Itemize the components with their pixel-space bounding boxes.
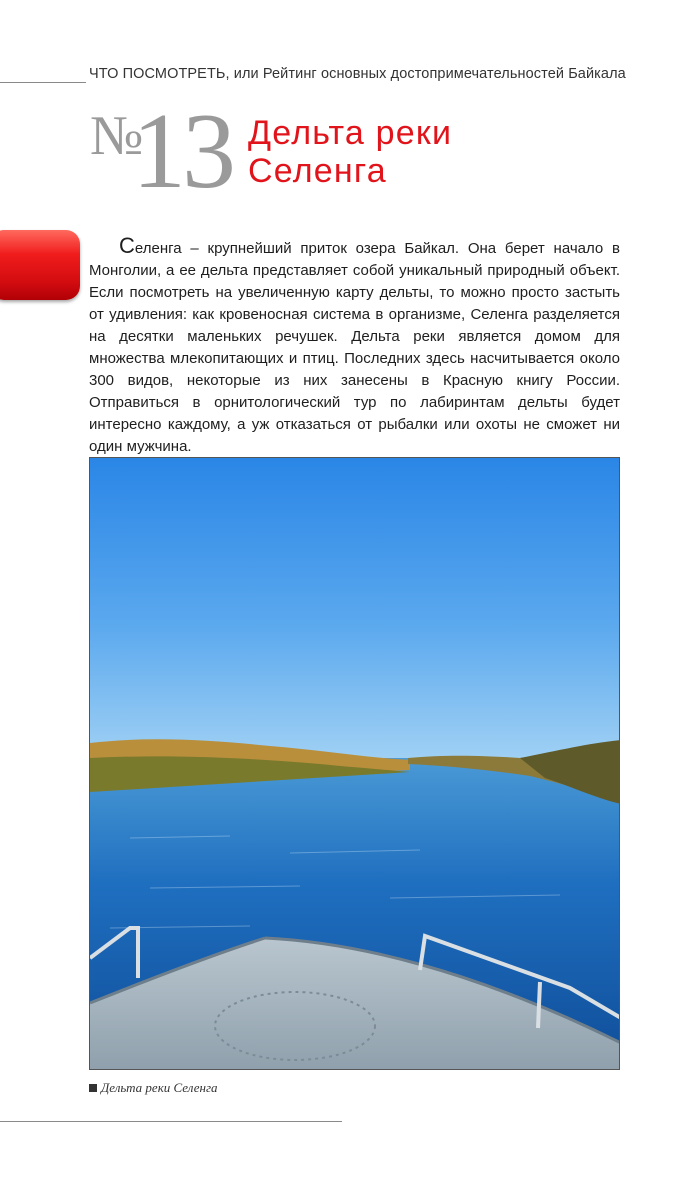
rank-number: 13 xyxy=(132,92,232,211)
photo-selenga-delta xyxy=(89,457,620,1070)
body-text: еленга – крупнейший приток озера Байкал. Она берет начало в Монголии, а ее дельта представляет собой уникальный природный объект. Если посмотреть на увеличенную карту дельты, то можно просто застыть от удивления: как кровеносная система в организме, Селенга разделяется на десятки маленьких речушек. Дельта реки является домом для множества млекопитающих и птиц. Последних здесь насчитывается около 300 видов, некоторые из них занесены в Красную книгу России. Отправиться в орнитологический тур по лабиринтам дельты будет интересно каждому, а уж отказаться от рыбалки или охоты не сможет ни один мужчина. xyxy=(89,240,620,455)
body-paragraph xyxy=(89,233,620,458)
drop-letter: С xyxy=(119,233,135,258)
caption-text: Дельта реки Селенга xyxy=(101,1080,218,1095)
number-sign: № xyxy=(90,105,144,167)
running-header xyxy=(89,66,629,82)
header-rule xyxy=(0,82,86,83)
title-line-2: Селенга xyxy=(248,152,387,190)
photo-caption xyxy=(89,1080,218,1096)
header-subtitle: , или Рейтинг основных достопримечательностей Байкала xyxy=(225,66,626,82)
page-title xyxy=(248,114,628,190)
footer-rule xyxy=(0,1121,342,1122)
photo-illustration xyxy=(90,458,620,1070)
red-tab-marker xyxy=(0,230,80,300)
header-section: ЧТО ПОСМОТРЕТЬ xyxy=(89,66,226,82)
caption-bullet-icon xyxy=(89,1084,97,1092)
title-line-1: Дельта реки xyxy=(248,114,453,152)
